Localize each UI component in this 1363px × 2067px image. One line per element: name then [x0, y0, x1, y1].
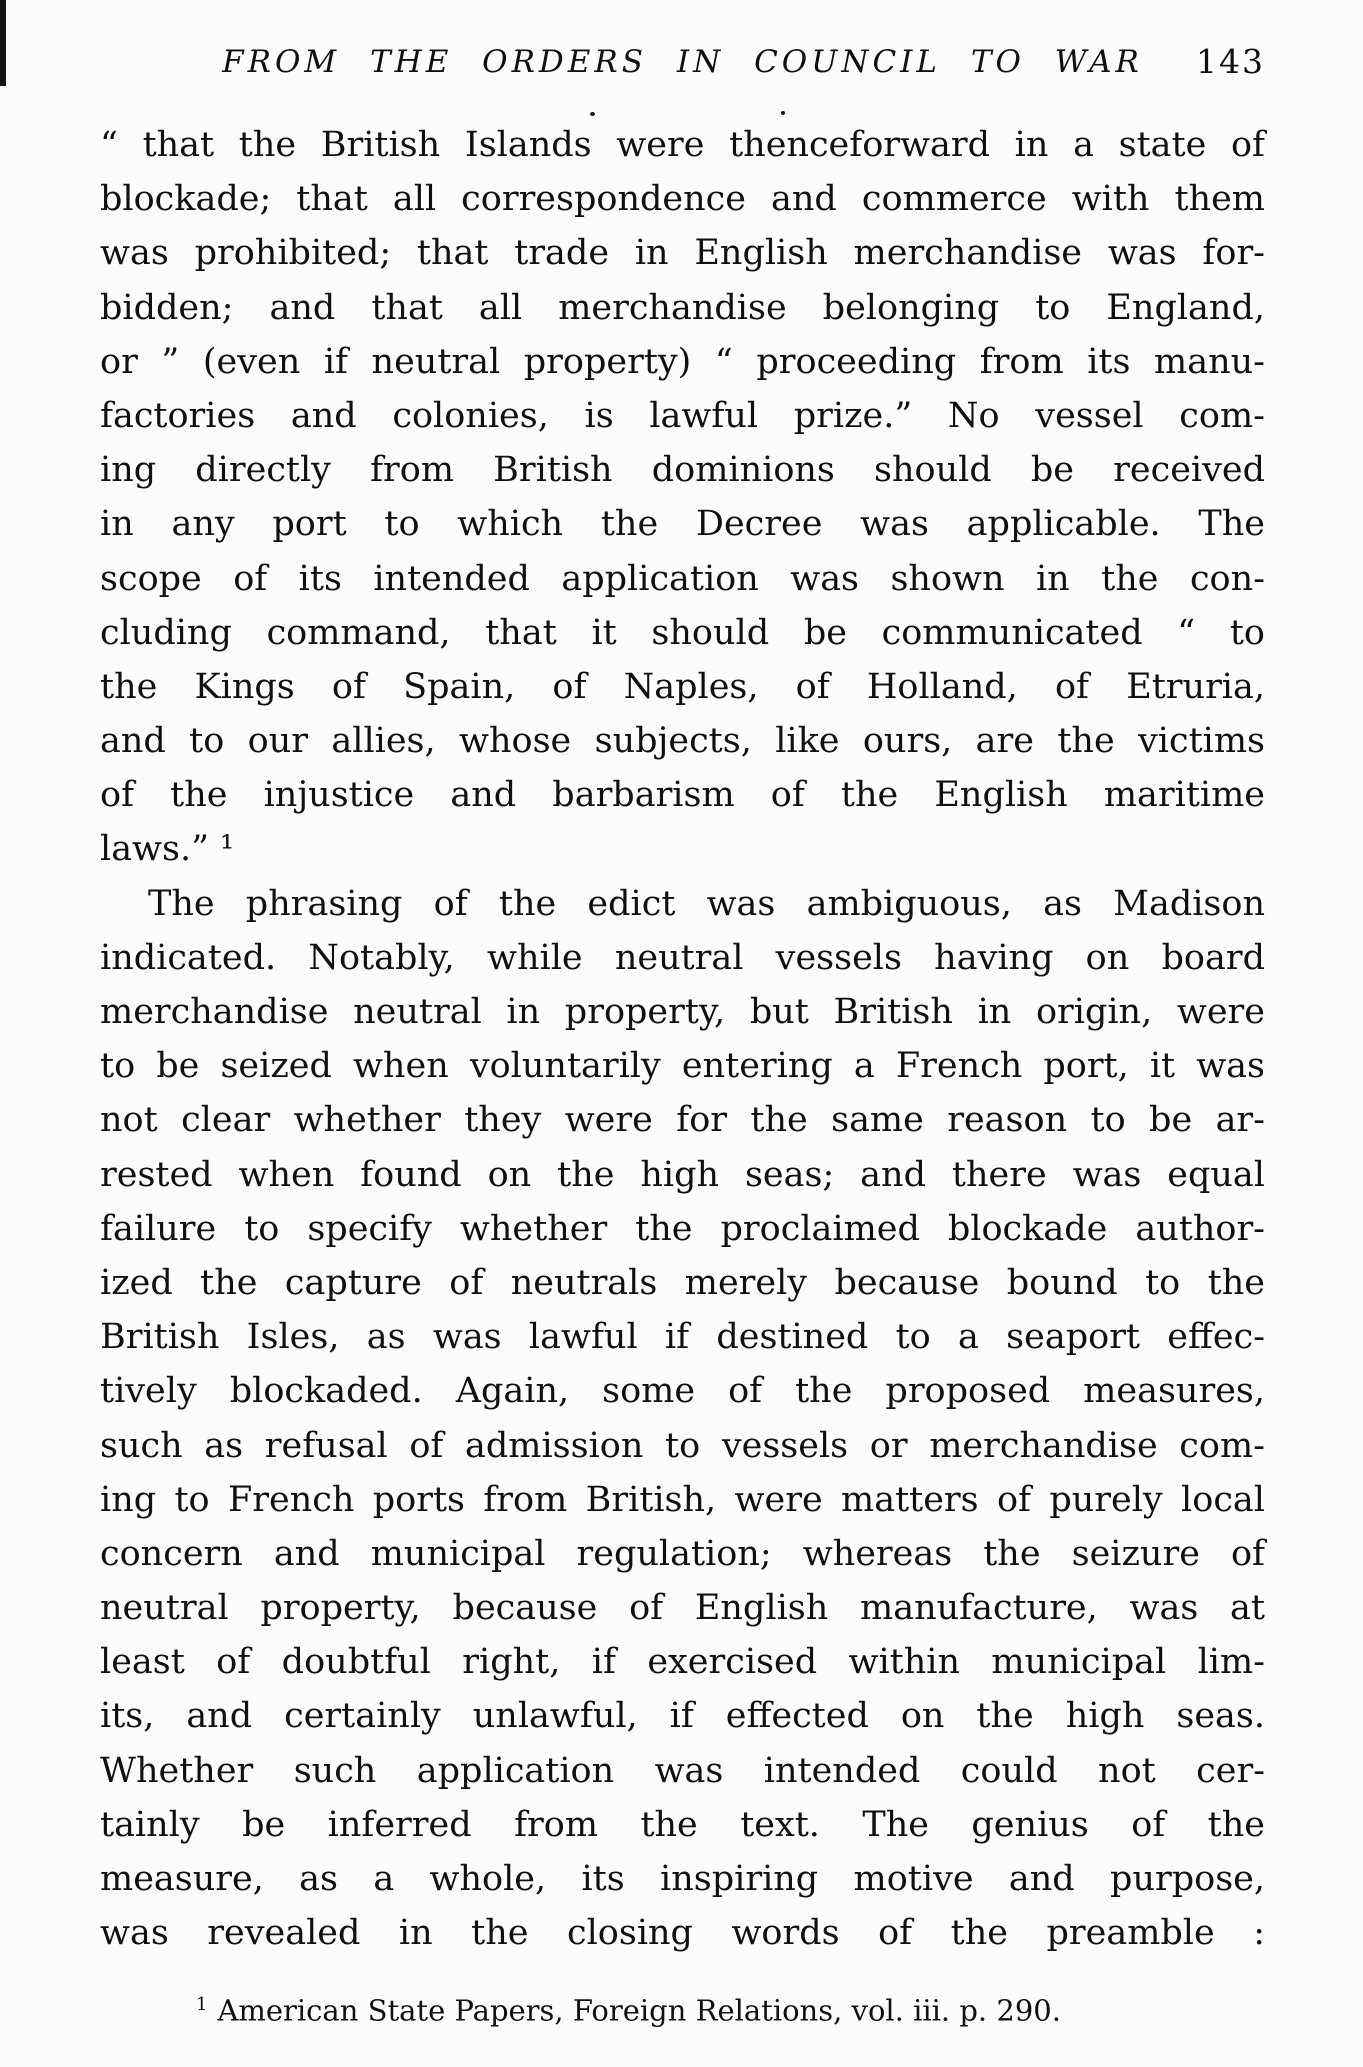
text-line: tainly be inferred from the text. The genius of the: [100, 1804, 1265, 1845]
text-line: measure, as a whole, its inspiring motive and purpose,: [100, 1859, 1265, 1899]
text-line: tively blockaded. Again, some of the proposed measures,: [100, 1371, 1265, 1412]
text-line: or ” (even if neutral property) “ proceeding from its manu-: [100, 341, 1265, 382]
scan-artifact: [0, 0, 6, 86]
paragraph: [100, 118, 1265, 877]
text-line: merchandise neutral in property, but British in origin, were: [100, 992, 1265, 1032]
text-line: least of doubtful right, if exercised within municipal lim-: [100, 1642, 1265, 1683]
running-head: [100, 44, 1265, 92]
text-line: not clear whether they were for the same reason to be ar-: [100, 1100, 1265, 1141]
text-line: in any port to which the Decree was applicable. The: [100, 504, 1265, 545]
text-line: its, and certainly unlawful, if effected on the high seas.: [100, 1696, 1265, 1737]
text-line: indicated. Notably, while neutral vessels having on board: [100, 937, 1265, 978]
text-line: ing directly from British dominions should be received: [100, 450, 1265, 491]
page-body: [100, 118, 1265, 1960]
text-line: cluding command, that it should be communicated “ to: [100, 612, 1265, 653]
text-line: failure to specify whether the proclaimed blockade author-: [100, 1208, 1265, 1249]
footnote-text: American State Papers, Foreign Relations, vol. iii. p. 290.: [217, 1994, 1061, 2029]
text-line: laws.” ¹: [100, 829, 235, 870]
footnote: [196, 1986, 1265, 2030]
running-head-title: FROM THE ORDERS IN COUNCIL TO WAR: [222, 44, 1143, 80]
text-line: “ that the British Islands were thenceforward in a state of: [100, 125, 1265, 165]
text-line: rested when found on the high seas; and there was equal: [100, 1154, 1265, 1195]
text-line: factories and colonies, is lawful prize.” No vessel com-: [100, 395, 1265, 436]
text-block: [100, 44, 1265, 2030]
text-line: British Isles, as was lawful if destined to a seaport effec-: [100, 1317, 1265, 1358]
text-line: and to our allies, whose subjects, like ours, are the victims: [100, 721, 1265, 762]
text-line: bidden; and that all merchandise belonging to England,: [100, 287, 1265, 328]
page-number: 143: [1196, 42, 1265, 81]
text-line: was revealed in the closing words of the preamble :: [100, 1913, 1265, 1954]
paragraph: [100, 877, 1265, 1961]
footnote-marker: 1: [196, 1994, 208, 2016]
text-line: such as refusal of admission to vessels or merchandise com-: [100, 1425, 1265, 1466]
text-line: of the injustice and barbarism of the English maritime: [100, 775, 1265, 816]
text-line: concern and municipal regulation; whereas the seizure of: [100, 1533, 1265, 1574]
text-line: ing to French ports from British, were matters of purely local: [100, 1479, 1265, 1520]
text-line: ized the capture of neutrals merely because bound to the: [100, 1262, 1265, 1303]
text-line: to be seized when voluntarily entering a French port, it was: [100, 1046, 1265, 1087]
text-line: Whether such application was intended could not cer-: [100, 1750, 1265, 1791]
text-line: was prohibited; that trade in English merchandise was for-: [100, 233, 1265, 274]
text-line: scope of its intended application was shown in the con-: [100, 558, 1265, 599]
text-line: blockade; that all correspondence and commerce with them: [100, 179, 1265, 220]
text-line: neutral property, because of English manufacture, was at: [100, 1588, 1265, 1629]
text-line: The phrasing of the edict was ambiguous, as Madison: [148, 883, 1265, 924]
text-line: the Kings of Spain, of Naples, of Holland, of Etruria,: [100, 666, 1265, 707]
